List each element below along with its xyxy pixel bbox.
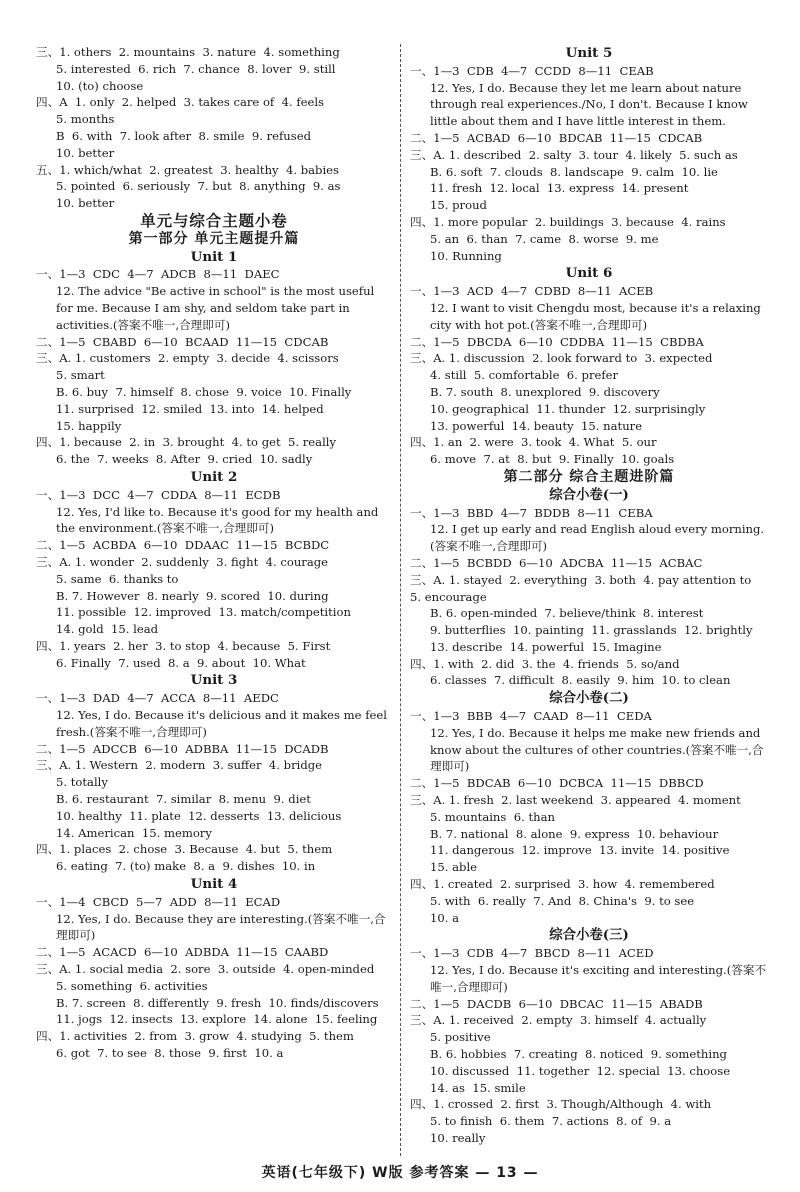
answer-line: 11. possible 12. improved 13. match/competition bbox=[56, 605, 351, 620]
answer-line: 12. The advice "Be active in school" is the most useful for me. Because I am shy, and seldom take part in activities.(答案不唯一,合理即可) bbox=[56, 284, 378, 332]
answer-line: 四、1. years 2. her 3. to stop 4. because 5. First bbox=[36, 638, 331, 653]
answer-line: 四、1. because 2. in 3. brought 4. to get 5. really bbox=[36, 435, 337, 450]
answer-line: 12. I want to visit Chengdu most, because it's a relaxing city with hot pot.(答案不唯一,合理即可) bbox=[430, 300, 765, 332]
answer-line: 四、1. crossed 2. first 3. Though/Although 4. with bbox=[410, 1097, 712, 1112]
answer-line: 一、1—3 ACD 4—7 CDBD 8—11 ACEB bbox=[410, 284, 654, 299]
answer-line: 6. eating 7. (to) make 8. a 9. dishes 10. in bbox=[56, 859, 316, 874]
answer-line: 三、A. 1. discussion 2. look forward to 3. expected bbox=[410, 351, 713, 366]
answer-line: 10. better bbox=[56, 196, 115, 211]
answer-line: B. 7. screen 8. differently 9. fresh 10. finds/discovers 11. jogs 12. insects 13. explore 14. alone 15. feeling bbox=[56, 995, 386, 1027]
section-heading: Unit 2 bbox=[190, 468, 238, 485]
answer-line: 三、A. 1. described 2. salty 3. tour 4. likely 5. such as bbox=[410, 147, 738, 162]
answer-line: 10. (to) choose bbox=[56, 78, 144, 93]
booklet-title: 单元与综合主题小卷 bbox=[140, 211, 288, 230]
answer-line: 四、A 1. only 2. helped 3. takes care of 4. feels bbox=[36, 95, 325, 110]
answer-line: 5. an 6. than 7. came 8. worse 9. me bbox=[430, 231, 659, 246]
answer-line: 9. butterflies 10. painting 11. grasslands 12. brightly bbox=[430, 623, 753, 638]
answer-line: 6. the 7. weeks 8. After 9. cried 10. sadly bbox=[56, 452, 313, 467]
answer-line: 三、A. 1. social media 2. sore 3. outside 4. open-minded bbox=[36, 962, 375, 977]
answer-line: 二、1—5 DBCDA 6—10 CDDBA 11—15 CBDBA bbox=[410, 334, 704, 349]
answer-line: 一、1—3 CDB 4—7 BBCD 8—11 ACED bbox=[410, 946, 654, 961]
answer-line: 四、1. activities 2. from 3. grow 4. studying 5. them bbox=[36, 1029, 354, 1044]
answer-line: B. 6. open-minded 7. believe/think 8. interest bbox=[430, 606, 704, 621]
answer-line: 一、1—4 CBCD 5—7 ADD 8—11 ECAD bbox=[36, 894, 281, 909]
answer-line: 5. months bbox=[56, 112, 115, 127]
answer-line: B. 6. buy 7. himself 8. chose 9. voice 10. Finally bbox=[56, 384, 352, 399]
section-heading: 综合小卷(一) bbox=[549, 486, 629, 503]
answer-line: 5. smart bbox=[56, 368, 105, 383]
answer-line: 14. as 15. smile bbox=[430, 1080, 526, 1095]
section-heading: Unit 3 bbox=[190, 672, 238, 689]
answer-line: B. 7. However 8. nearly 9. scored 10. during bbox=[56, 588, 329, 603]
answer-line: 15. able bbox=[430, 860, 478, 875]
answer-line: 5. positive bbox=[430, 1030, 491, 1045]
answer-line: 5. with 6. really 7. And 8. China's 9. to see bbox=[430, 893, 695, 908]
answer-line: 11. fresh 12. local 13. express 14. present bbox=[430, 181, 689, 196]
answer-line: 4. still 5. comfortable 6. prefer bbox=[430, 368, 619, 383]
answer-line: 15. happily bbox=[56, 418, 122, 433]
answer-line: 二、1—5 ACBDA 6—10 DDAAC 11—15 BCBDC bbox=[36, 538, 330, 553]
answer-line: B. 6. restaurant 7. similar 8. menu 9. diet bbox=[56, 792, 311, 807]
answer-line: 五、1. which/what 2. greatest 3. healthy 4. babies bbox=[36, 162, 339, 177]
answer-line: 14. American 15. memory bbox=[56, 825, 212, 840]
answer-line: 12. I get up early and read English aloud every morning.(答案不唯一,合理即可) bbox=[430, 522, 765, 554]
answer-line: 10. geographical 11. thunder 12. surprisingly bbox=[430, 401, 706, 416]
answer-line: 12. Yes, I do. Because it's delicious and it makes me feel fresh.(答案不唯一,合理即可) bbox=[56, 708, 391, 739]
answer-line: 6. got 7. to see 8. those 9. first 10. a bbox=[56, 1046, 284, 1061]
answer-line: 5. interested 6. rich 7. chance 8. lover 9. still bbox=[56, 61, 336, 76]
answer-line: 四、1. with 2. did 3. the 4. friends 5. so/and bbox=[410, 656, 680, 671]
answer-line: B. 6. hobbies 7. creating 8. noticed 9. something bbox=[430, 1047, 727, 1062]
answer-line: 三、A. 1. fresh 2. last weekend 3. appeared 4. moment bbox=[410, 793, 741, 808]
answer-line: 三、A. 1. received 2. empty 3. himself 4. actually bbox=[410, 1013, 707, 1028]
answer-line: 二、1—5 CBABD 6—10 BCAAD 11—15 CDCAB bbox=[36, 334, 329, 349]
answer-line: 12. Yes, I do. Because it's exciting and interesting.(答案不唯一,合理即可) bbox=[430, 963, 767, 994]
answer-line: 10. better bbox=[56, 145, 115, 160]
answer-line: 6. classes 7. difficult 8. easily 9. him 10. to clean bbox=[430, 673, 731, 688]
answer-line: 一、1—3 DCC 4—7 CDDA 8—11 ECDB bbox=[36, 487, 281, 502]
part-heading: 第二部分 综合主题进阶篇 bbox=[503, 468, 675, 485]
answer-line: 二、1—5 ADCCB 6—10 ADBBA 11—15 DCADB bbox=[36, 741, 329, 756]
answer-line: 12. Yes, I do. Because they are interesting.(答案不唯一,合理即可) bbox=[56, 911, 386, 943]
answer-line: 10. really bbox=[430, 1131, 486, 1145]
answer-line: 二、1—5 BCBDD 6—10 ADCBA 11—15 ACBAC bbox=[410, 555, 703, 570]
answer-line: 12. Yes, I do. Because they let me learn about nature through real experiences./No, I don't. Because I know little about them and I have little interest in them. bbox=[430, 80, 752, 129]
answer-line: 12. Yes, I'd like to. Because it's good for my health and the environment.(答案不唯一,合理即可) bbox=[56, 504, 383, 536]
answer-line: 四、1. more popular 2. buildings 3. because 4. rains bbox=[410, 214, 726, 229]
answer-line: B 6. with 7. look after 8. smile 9. refused bbox=[56, 128, 312, 143]
answer-line: 一、1—3 BBB 4—7 CAAD 8—11 CEDA bbox=[410, 709, 652, 724]
answer-line: 11. dangerous 12. improve 13. invite 14. positive bbox=[430, 843, 730, 858]
answer-line: 三、A. 1. Western 2. modern 3. suffer 4. bridge bbox=[36, 758, 323, 773]
section-heading: Unit 5 bbox=[565, 45, 613, 61]
answer-line: 三、A. 1. customers 2. empty 3. decide 4. scissors bbox=[36, 351, 339, 366]
right-column bbox=[410, 44, 768, 1147]
answer-line: 5. pointed 6. seriously 7. but 8. anything 9. as bbox=[56, 179, 341, 194]
answer-line: 三、1. others 2. mountains 3. nature 4. something bbox=[36, 45, 340, 59]
answer-line: 一、1—3 BBD 4—7 BDDB 8—11 CEBA bbox=[410, 505, 653, 520]
answer-line: 三、A. 1. wonder 2. suddenly 3. fight 4. courage bbox=[36, 554, 329, 569]
answer-line: B. 6. soft 7. clouds 8. landscape 9. calm 10. lie bbox=[430, 164, 718, 179]
answer-line: 一、1—3 DAD 4—7 ACCA 8—11 AEDC bbox=[36, 691, 279, 706]
section-heading: Unit 6 bbox=[565, 265, 613, 282]
section-heading: 综合小卷(三) bbox=[549, 927, 629, 944]
answer-line: 二、1—5 ACACD 6—10 ADBDA 11—15 CAABD bbox=[36, 945, 329, 960]
answer-line: 5. totally bbox=[56, 775, 108, 790]
answer-line: 5. same 6. thanks to bbox=[56, 571, 179, 586]
answer-line: 一、1—3 CDC 4—7 ADCB 8—11 DAEC bbox=[36, 267, 280, 282]
answer-line: 12. Yes, I do. Because it helps me make new friends and know about the cultures of other countries.(答案不唯一,合理即可) bbox=[430, 725, 765, 774]
page-footer: 英语(七年级下) W版 参考答案 — 13 — bbox=[261, 1165, 539, 1181]
answer-line: 15. proud bbox=[430, 198, 487, 213]
answer-line: 四、1. places 2. chose 3. Because 4. but 5. them bbox=[36, 842, 333, 857]
answer-line: 二、1—5 BDCAB 6—10 DCBCA 11—15 DBBCD bbox=[410, 776, 704, 791]
answer-line: 14. gold 15. lead bbox=[56, 622, 159, 637]
part-heading: 第一部分 单元主题提升篇 bbox=[128, 230, 300, 247]
column-divider bbox=[400, 44, 401, 1156]
answer-line: 二、1—5 DACDB 6—10 DBCAC 11—15 ABADB bbox=[410, 996, 703, 1011]
answer-line: 一、1—3 CDB 4—7 CCDD 8—11 CEAB bbox=[410, 63, 654, 78]
answer-line: 四、1. an 2. were 3. took 4. What 5. our bbox=[410, 435, 657, 450]
answer-line: 6. move 7. at 8. but 9. Finally 10. goals bbox=[430, 452, 675, 467]
answer-line: 二、1—5 ACBAD 6—10 BDCAB 11—15 CDCAB bbox=[410, 130, 703, 145]
answer-line: B. 7. south 8. unexplored 9. discovery bbox=[430, 384, 660, 399]
section-heading: Unit 4 bbox=[190, 876, 238, 893]
answer-line: 10. discussed 11. together 12. special 13. choose bbox=[430, 1063, 731, 1078]
answer-line: 5. mountains 6. than bbox=[430, 809, 555, 824]
answer-line: 10. Running bbox=[430, 248, 502, 263]
answer-line: 13. describe 14. powerful 15. Imagine bbox=[430, 639, 662, 654]
answer-line: 10. a bbox=[430, 910, 460, 925]
answer-line: 6. Finally 7. used 8. a 9. about 10. What bbox=[56, 655, 306, 670]
section-heading: Unit 1 bbox=[190, 248, 238, 265]
answer-line: 5. something 6. activities bbox=[56, 978, 208, 993]
answer-line: 5. to finish 6. them 7. actions 8. of 9. a bbox=[430, 1114, 672, 1129]
answer-line: 四、1. created 2. surprised 3. how 4. remembered bbox=[410, 877, 715, 892]
left-column bbox=[36, 44, 392, 1062]
section-heading: 综合小卷(二) bbox=[549, 690, 629, 707]
answer-line: 13. powerful 14. beauty 15. nature bbox=[430, 418, 643, 433]
answer-line: B. 7. national 8. alone 9. express 10. behaviour bbox=[430, 826, 719, 841]
answer-line: 10. healthy 11. plate 12. desserts 13. delicious bbox=[56, 808, 342, 823]
answer-line: 11. surprised 12. smiled 13. into 14. helped bbox=[56, 401, 324, 416]
answer-line: 三、A. 1. stayed 2. everything 3. both 4. pay attention to 5. encourage bbox=[410, 572, 759, 604]
